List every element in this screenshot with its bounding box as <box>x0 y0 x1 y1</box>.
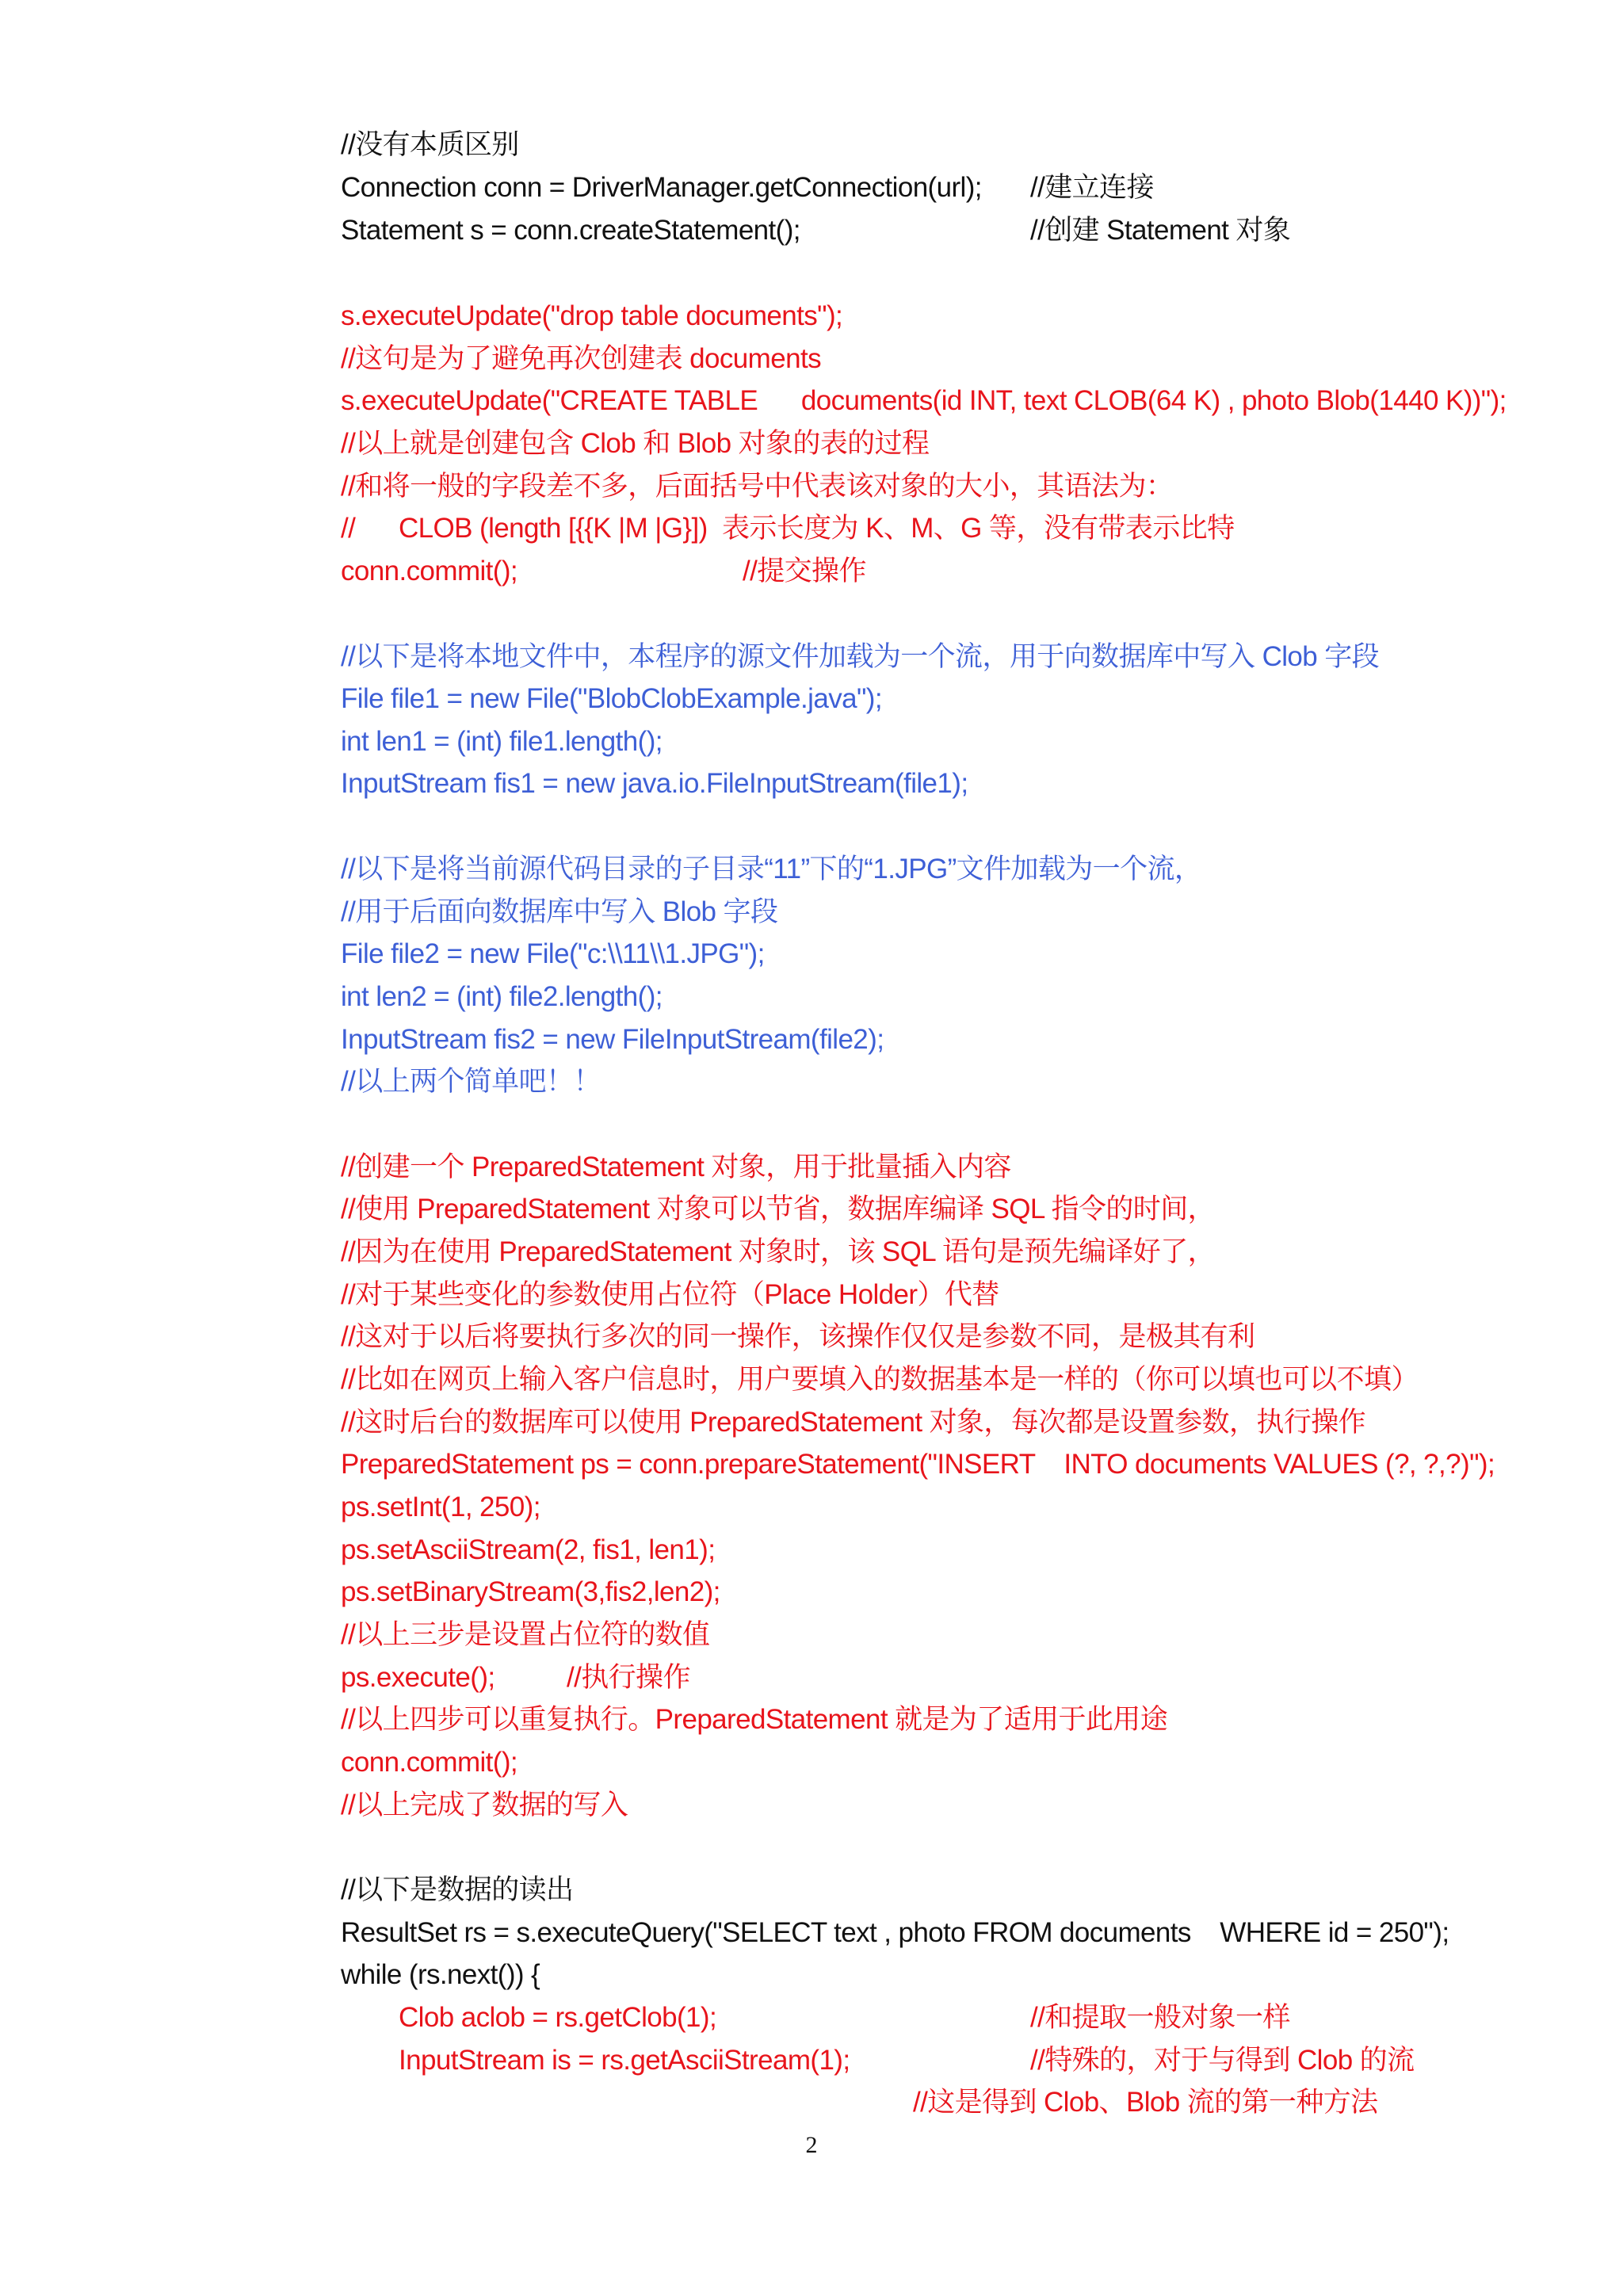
code-line: //以下是数据的读出 <box>341 1874 574 1905</box>
code-line: ps.setAsciiStream(2, fis1, len1); <box>341 1534 716 1565</box>
code-line: File file2 = new File("c:\\11\\1.JPG"); <box>341 938 765 969</box>
code-line: int len2 = (int) file2.length(); <box>341 981 663 1012</box>
inline-comment: //和提取一般对象一样 <box>1030 2002 1290 2033</box>
code-line: //这对于以后将要执行多次的同一操作，该操作仅仅是参数不同，是极其有利 <box>341 1321 1255 1352</box>
code-line: //以上四步可以重复执行。PreparedStatement 就是为了适用于此用途 <box>341 1704 1168 1735</box>
code-line: //比如在网页上输入客户信息时，用户要填入的数据基本是一样的（你可以填也可以不填） <box>341 1364 1419 1395</box>
code-line: //创建一个 PreparedStatement 对象，用于批量插入内容 <box>341 1152 1011 1182</box>
code-line: //这句是为了避免再次创建表 documents <box>341 343 821 374</box>
code-line: conn.commit(); <box>341 1747 518 1778</box>
inline-comment: //特殊的，对于与得到 Clob 的流 <box>1030 2045 1415 2076</box>
code-line: InputStream fis1 = new java.io.FileInputStream(file1); <box>341 768 968 799</box>
inline-comment: //创建 Statement 对象 <box>1030 215 1291 246</box>
code-line: //以上两个简单吧！！ <box>341 1066 601 1097</box>
code-line: ps.setInt(1, 250); <box>341 1492 540 1522</box>
code-line: File file1 = new File("BlobClobExample.java"); <box>341 683 882 714</box>
inline-comment: //执行操作 <box>567 1662 690 1693</box>
code-line: s.executeUpdate("CREATE TABLE documents(id INT, text CLOB(64 K) , photo Blob(1440 K))"); <box>341 385 1507 416</box>
inline-comment: //建立连接 <box>1030 172 1154 203</box>
page-number: 2 <box>805 2132 818 2158</box>
code-line: //以上完成了数据的写入 <box>341 1790 628 1820</box>
code-line: //和将一般的字段差不多，后面括号中代表该对象的大小，其语法为： <box>341 471 1174 502</box>
code-line: InputStream fis2 = new FileInputStream(file2); <box>341 1024 884 1055</box>
code-line: //这是得到 Clob、Blob 流的第一种方法 <box>913 2087 1378 2118</box>
code-line: s.executeUpdate("drop table documents"); <box>341 300 843 331</box>
code-line: ResultSet rs = s.executeQuery("SELECT text , photo FROM documents WHERE id = 250"); <box>341 1917 1449 1948</box>
code-line: //对于某些变化的参数使用占位符（Place Holder）代替 <box>341 1279 999 1310</box>
code-line: //使用 PreparedStatement 对象可以节省，数据库编译 SQL 指令的时间， <box>341 1194 1215 1224</box>
code-line: //用于后面向数据库中写入 Blob 字段 <box>341 896 778 927</box>
code-line: while (rs.next()) { <box>341 1959 540 1990</box>
code-line: // CLOB (length [{{K |M |G}]) 表示长度为 K、M、G 等，没有带表示比特 <box>341 513 1235 544</box>
code-line: InputStream is = rs.getAsciiStream(1); //特殊的，对于与得到 Clob 的流 <box>399 2040 850 2081</box>
code-line: ps.setBinaryStream(3,fis2,len2); <box>341 1576 720 1607</box>
code-line: ps.execute(); //执行操作 <box>341 1657 495 1698</box>
inline-comment: //提交操作 <box>743 556 866 586</box>
code-line: Connection conn = DriverManager.getConnection(url); //建立连接 <box>341 167 982 208</box>
code-line: //以下是将当前源代码目录的子目录“11”下的“1.JPG”文件加载为一个流， <box>341 854 1202 884</box>
code-line: //没有本质区别 <box>341 129 519 160</box>
code-line: //以下是将本地文件中，本程序的源文件加载为一个流，用于向数据库中写入 Clob 字段 <box>341 641 1380 672</box>
code-line: //以上就是创建包含 Clob 和 Blob 对象的表的过程 <box>341 428 930 459</box>
code-line: //因为在使用 PreparedStatement 对象时，该 SQL 语句是预先编译好了， <box>341 1236 1215 1267</box>
code-line: int len1 = (int) file1.length(); <box>341 726 663 757</box>
code-line: //以上三步是设置占位符的数值 <box>341 1619 710 1650</box>
code-line: //这时后台的数据库可以使用 PreparedStatement 对象，每次都是设置参数，执行操作 <box>341 1407 1366 1438</box>
code-line: Clob aclob = rs.getClob(1); //和提取一般对象一样 <box>399 1997 716 2038</box>
code-line: Statement s = conn.createStatement(); //创建 Statement 对象 <box>341 210 800 251</box>
code-line: conn.commit(); //提交操作 <box>341 551 517 592</box>
code-line: PreparedStatement ps = conn.prepareStatement("INSERT INTO documents VALUES (?, ?,?)"); <box>341 1449 1495 1480</box>
